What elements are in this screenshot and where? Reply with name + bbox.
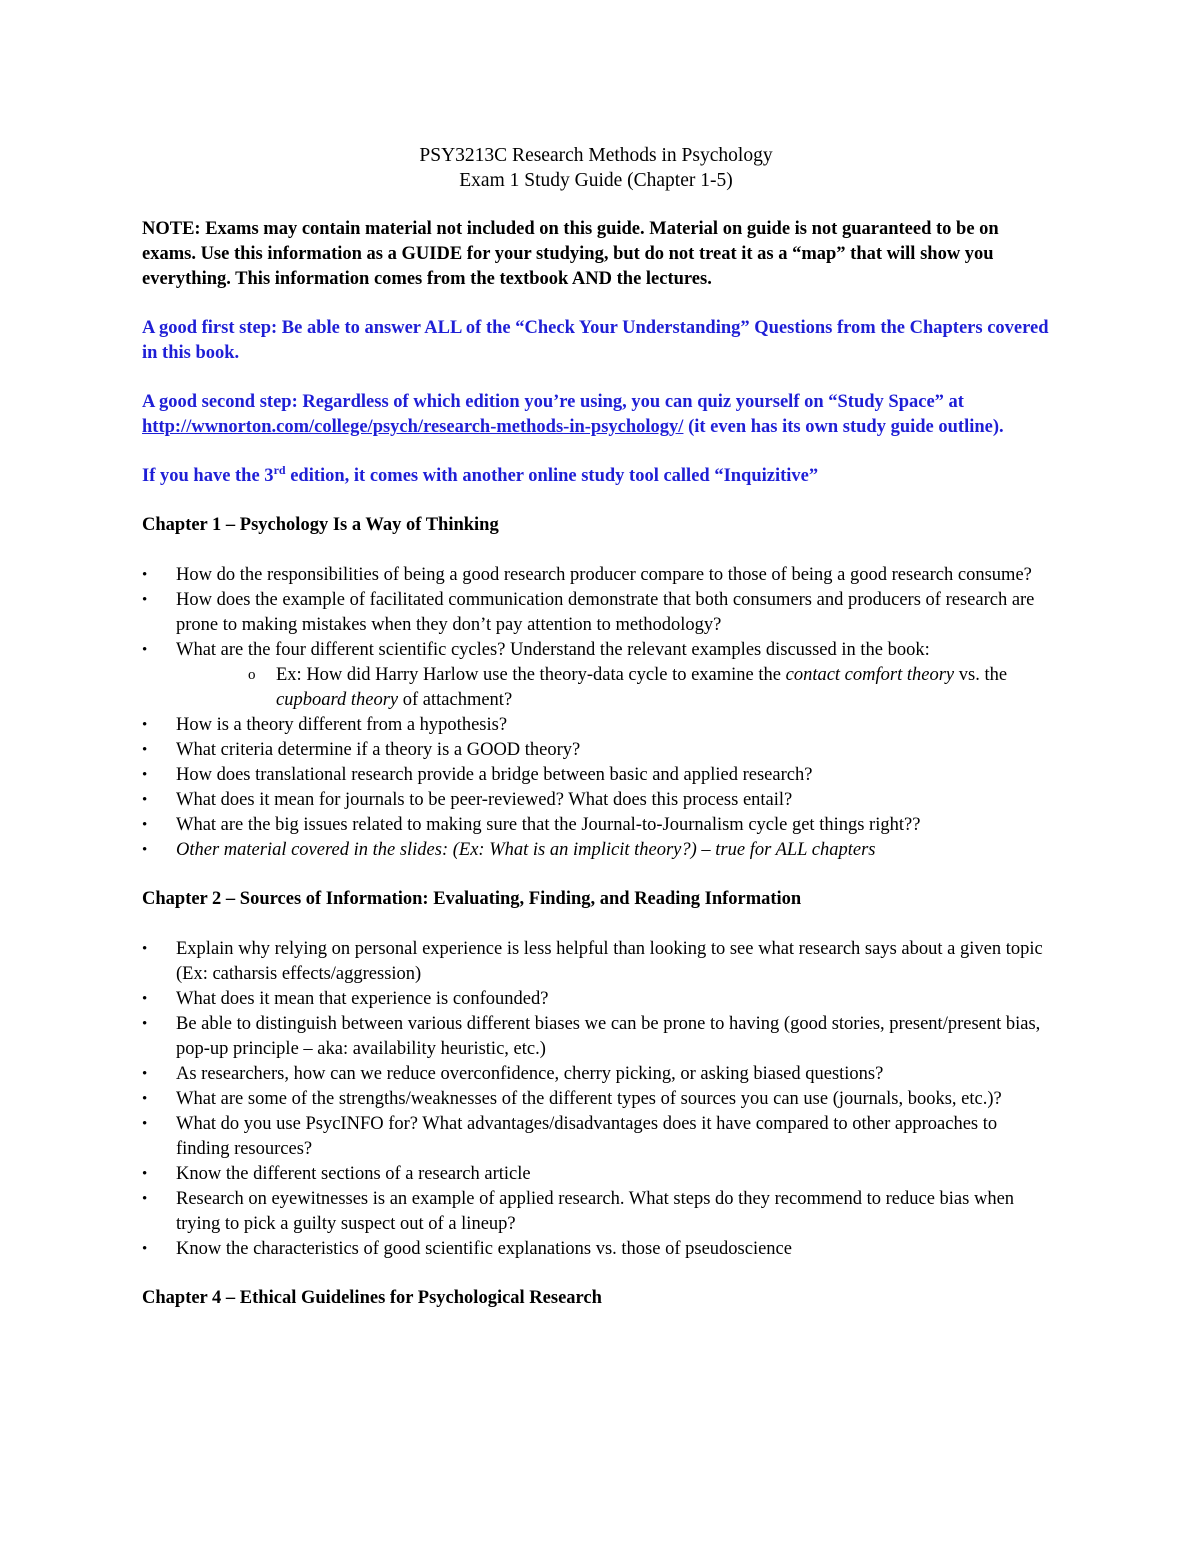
first-step-text: A good first step: Be able to answer ALL of the “Check Your Understanding” Questions from the Chapters covered in this book. xyxy=(142,318,1049,363)
list-item xyxy=(142,563,1050,588)
question-text: What do you use PsycINFO for? What advantages/disadvantages does it have compared to other approaches to finding resources? xyxy=(176,1114,998,1159)
bullet-icon: • xyxy=(142,941,148,957)
bullet-icon: • xyxy=(142,1091,148,1107)
third-edition-lead: If you have the 3 xyxy=(142,466,274,486)
question-text: What does it mean for journals to be peer-reviewed? What does this process entail? xyxy=(176,790,793,810)
question-text: How does the example of facilitated communication demonstrate that both consumers and producers of research are prone to making mistakes when they don’t pay attention to methodology? xyxy=(176,590,1035,635)
chapter-4-heading: Chapter 4 – Ethical Guidelines for Psychological Research xyxy=(142,1288,602,1308)
question-text: How does translational research provide a bridge between basic and applied research? xyxy=(176,765,813,785)
question-text: What criteria determine if a theory is a GOOD theory? xyxy=(176,740,581,760)
document-subtitle: Exam 1 Study Guide (Chapter 1-5) xyxy=(459,170,733,191)
list-item xyxy=(142,1062,1050,1087)
bullet-icon: • xyxy=(142,642,148,658)
bullet-icon: • xyxy=(142,817,148,833)
list-item xyxy=(142,763,1050,788)
list-item xyxy=(142,1237,1050,1262)
cupboard-theory-term: cupboard theory xyxy=(276,690,399,710)
bullet-icon: • xyxy=(142,1241,148,1257)
list-item xyxy=(142,1087,1050,1112)
third-edition-text xyxy=(142,464,1050,489)
bullet-icon: • xyxy=(142,592,148,608)
list-item xyxy=(142,1162,1050,1187)
sub-text: vs. the xyxy=(954,665,1008,685)
contact-comfort-term: contact comfort theory xyxy=(785,665,955,685)
sub-text: of attachment? xyxy=(398,690,513,710)
list-item xyxy=(142,987,1050,1012)
list-item xyxy=(142,838,1050,863)
bullet-icon: • xyxy=(142,567,148,583)
third-edition-tail: edition, it comes with another online study tool called “Inquizitive” xyxy=(285,466,819,486)
list-item xyxy=(142,738,1050,763)
bullet-icon: • xyxy=(142,1116,148,1132)
bullet-icon: • xyxy=(142,742,148,758)
question-text: Research on eyewitnesses is an example of applied research. What steps do they recommend to reduce bias when trying to pick a guilty suspect out of a lineup? xyxy=(176,1189,1015,1234)
bullet-icon: • xyxy=(142,717,148,733)
question-text: Know the different sections of a research article xyxy=(176,1164,531,1184)
question-text: As researchers, how can we reduce overconfidence, cherry picking, or asking biased questions? xyxy=(176,1064,884,1084)
question-text: What are the four different scientific cycles? Understand the relevant examples discussed in the book: xyxy=(176,640,930,660)
sub-question-list xyxy=(176,663,1050,713)
bullet-icon: • xyxy=(142,842,148,858)
list-item xyxy=(142,1112,1050,1162)
question-text: What are the big issues related to making sure that the Journal-to-Journalism cycle get things right?? xyxy=(176,815,921,835)
study-space-link[interactable]: http://wwnorton.com/college/psych/research-methods-in-psychology/ xyxy=(142,417,684,437)
second-step-tail: (it even has its own study guide outline). xyxy=(683,417,1004,437)
second-step-text xyxy=(142,390,1050,440)
bullet-icon: • xyxy=(142,1066,148,1082)
list-item xyxy=(142,1012,1050,1062)
question-text: Explain why relying on personal experience is less helpful than looking to see what research says about a given topic (Ex: catharsis effects/aggression) xyxy=(176,939,1043,984)
question-text: How do the responsibilities of being a good research producer compare to those of being a good research consume? xyxy=(176,565,1032,585)
sub-list-item xyxy=(248,663,1050,713)
disclaimer-note: NOTE: Exams may contain material not included on this guide. Material on guide is not guaranteed to be on exams. Use this information as a GUIDE for your studying, but do not treat it as a “map” that will show you everything. This information comes from the textbook AND the lectures. xyxy=(142,219,999,289)
list-item xyxy=(142,638,1050,713)
sub-text: Ex: How did Harry Harlow use the theory-data cycle to examine the xyxy=(276,665,786,685)
bullet-icon: • xyxy=(142,792,148,808)
chapter-2-question-list xyxy=(142,937,1050,1262)
bullet-icon: • xyxy=(142,1166,148,1182)
second-step-lead: A good second step: Regardless of which edition you’re using, you can quiz yourself on “Study Space” at xyxy=(142,392,964,412)
chapter-2-heading: Chapter 2 – Sources of Information: Evaluating, Finding, and Reading Information xyxy=(142,889,802,909)
question-text: What does it mean that experience is confounded? xyxy=(176,989,549,1009)
bullet-icon: • xyxy=(142,1016,148,1032)
bullet-icon: • xyxy=(142,1191,148,1207)
list-item xyxy=(142,713,1050,738)
question-text: How is a theory different from a hypothesis? xyxy=(176,715,508,735)
list-item xyxy=(142,588,1050,638)
bullet-icon: • xyxy=(142,767,148,783)
question-text: Know the characteristics of good scientific explanations vs. those of pseudoscience xyxy=(176,1239,792,1259)
bullet-icon: • xyxy=(142,991,148,1007)
chapter-1-heading: Chapter 1 – Psychology Is a Way of Thinking xyxy=(142,515,499,535)
list-item xyxy=(142,937,1050,987)
chapter-1-question-list xyxy=(142,563,1050,863)
list-item xyxy=(142,1187,1050,1237)
ordinal-superscript: rd xyxy=(273,462,286,477)
circle-bullet-icon: o xyxy=(248,667,256,683)
list-item xyxy=(142,788,1050,813)
question-text: What are some of the strengths/weaknesses of the different types of sources you can use (journals, books, etc.)? xyxy=(176,1089,1002,1109)
list-item xyxy=(142,813,1050,838)
question-text: Other material covered in the slides: (Ex: What is an implicit theory?) – true for ALL chapters xyxy=(176,840,876,860)
question-text: Be able to distinguish between various different biases we can be prone to having (good stories, present/present bias, pop-up principle – aka: availability heuristic, etc.) xyxy=(176,1014,1041,1059)
document-title: PSY3213C Research Methods in Psychology xyxy=(419,145,773,166)
